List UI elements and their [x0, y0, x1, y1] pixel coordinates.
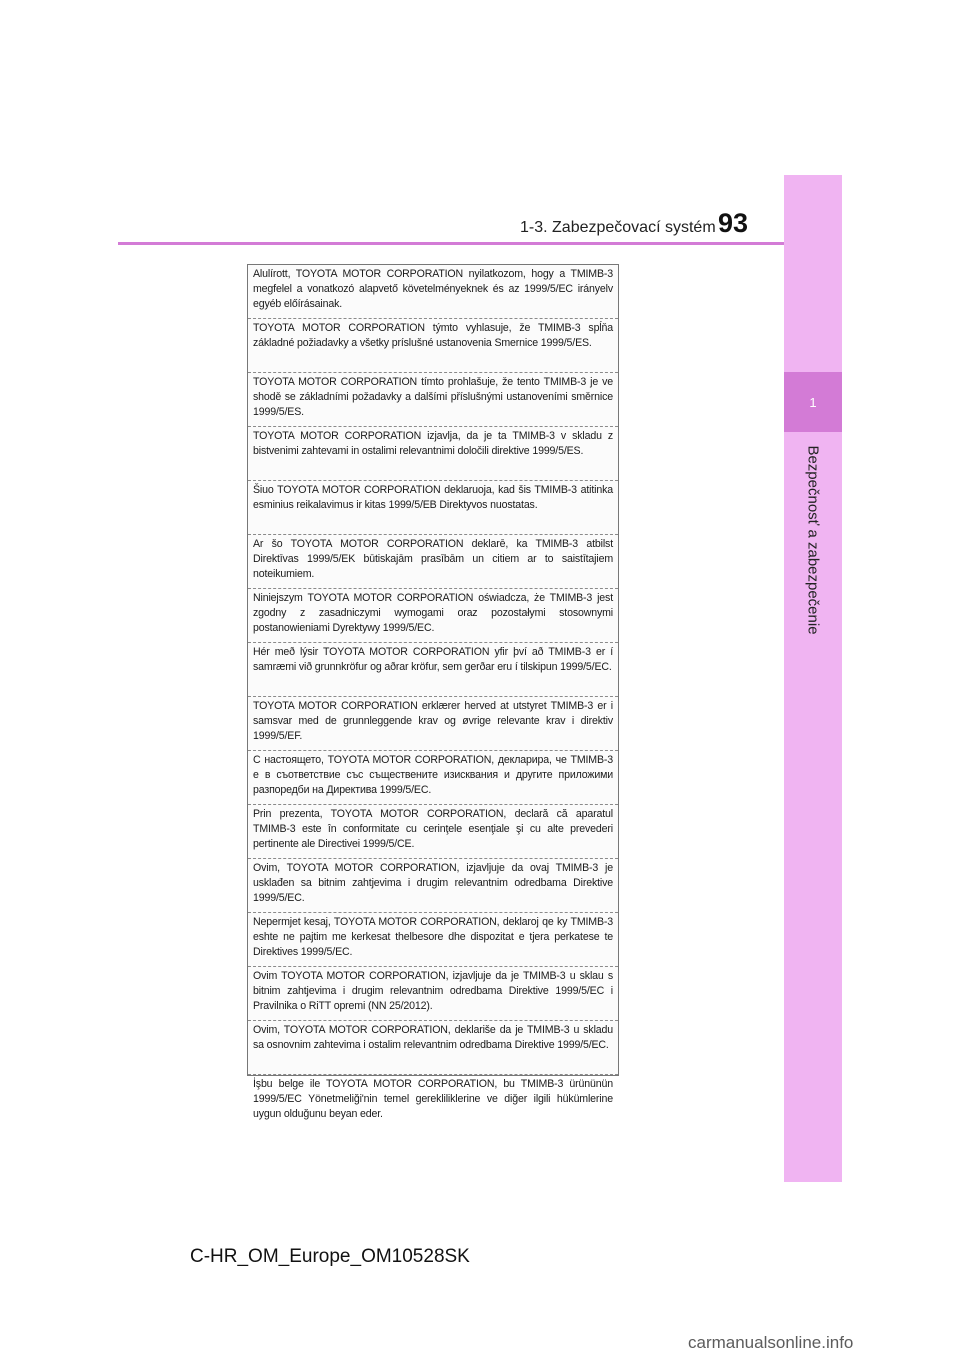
declaration-slovenian: TOYOTA MOTOR CORPORATION izjavlja, da je ta TMIMB-3 v skladu z bistvenimi zahtevami in ostalimi relevantnimi določili direktive 1999/5/ES. [248, 427, 618, 481]
header-divider [118, 242, 784, 245]
declaration-albanian: Nepermjet kesaj, TOYOTA MOTOR CORPORATION, deklaroj qe ky TMIMB-3 eshte ne pajtim me kerkesat thelbesore dhe dispozitat e tjera perkatese te Direktives 1999/5/EC. [248, 913, 618, 967]
document-code: C-HR_OM_Europe_OM10528SK [190, 1246, 470, 1267]
page-number: 93 [718, 208, 749, 238]
declaration-lithuanian: Šiuo TOYOTA MOTOR CORPORATION deklaruoja, kad šis TMIMB-3 atitinka esminius reikalavimus ir kitas 1999/5/EB Direktyvos nuostatas. [248, 481, 618, 535]
watermark-text: carmanualsonline.info [688, 1333, 854, 1352]
declaration-polish: Niniejszym TOYOTA MOTOR CORPORATION oświadcza, że TMIMB-3 jest zgodny z zasadniczymi wymogami oraz pozostałymi stosownymi postanowieniami Dyrektywy 1999/5/EC. [248, 589, 618, 643]
declaration-serbian: Ovim, TOYOTA MOTOR CORPORATION, deklariše da je TMIMB-3 u skladu sa osnovnim zahtevima i ostalim relevantnim odredbama Direktive 1999/5/EC. [248, 1021, 618, 1075]
declaration-bosnian: Ovim, TOYOTA MOTOR CORPORATION, izjavljuje da ovaj TMIMB-3 je usklađen sa bitnim zahtjevima i drugim relevantnim odredbama Direktive 1999/5/EC. [248, 859, 618, 913]
declaration-bulgarian: С настоящето, TOYOTA MOTOR CORPORATION, декларира, че TMIMB-3 е в съответствие със съществените изисквания и другите приложими разпоредби на Директива 1999/5/ЕС. [248, 751, 618, 805]
declaration-romanian: Prin prezenta, TOYOTA MOTOR CORPORATION, declară că aparatul TMIMB-3 este în conformitate cu cerinţele esenţiale şi cu alte prevederi pertinente ale Directivei 1999/5/CE. [248, 805, 618, 859]
section-title: 1-3. Zabezpečovací systém [520, 219, 716, 236]
chapter-side-tab [784, 175, 842, 1182]
declaration-icelandic: Hér með lýsir TOYOTA MOTOR CORPORATION yfir því að TMIMB-3 er í samræmi við grunnkröfur og aðrar kröfur, sem gerðar eru í tilskipun 1999/5/EC. [248, 643, 618, 697]
declaration-box [247, 264, 619, 1120]
declaration-latvian: Ar šo TOYOTA MOTOR CORPORATION deklarē, ka TMIMB-3 atbilst Direktīvas 1999/5/EK būtiskajām prasībām un citiem ar to saistītajiem noteikumiem. [248, 535, 618, 589]
declaration-norwegian: TOYOTA MOTOR CORPORATION erklærer herved at utstyret TMIMB-3 er i samsvar med de grunnleggende krav og øvrige relevante krav i direktiv 1999/5/EF. [248, 697, 618, 751]
declaration-slovak: TOYOTA MOTOR CORPORATION týmto vyhlasuje, že TMIMB-3 spĺňa základné požiadavky a všetky príslušné ustanovenia Smernice 1999/5/ES. [248, 319, 618, 373]
declaration-turkish: İşbu belge ile TOYOTA MOTOR CORPORATION, bu TMIMB-3 ürününün 1999/5/EC Yönetmeliği'nin temel gerekliliklerine ve diğer ilgili hükümlerine uygun olduğunu beyan eder. [253, 1078, 613, 1120]
declaration-hungarian: Alulírott, TOYOTA MOTOR CORPORATION nyilatkozom, hogy a TMIMB-3 megfelel a vonatkozó alapvető követelményeknek és az 1999/5/EC irányelv egyéb előírásainak. [248, 265, 618, 319]
declaration-czech: TOYOTA MOTOR CORPORATION tímto prohlašuje, že tento TMIMB-3 je ve shodě se základními požadavky a dalšími příslušnými ustanoveními směrnice 1999/5/ES. [248, 373, 618, 427]
chapter-number: 1 [809, 394, 817, 410]
chapter-title: Bezpečnosť a zabezpečenie [804, 445, 822, 635]
declaration-croatian: Ovim TOYOTA MOTOR CORPORATION, izjavljuje da je TMIMB-3 u sklau s bitnim zahtjevima i drugim relevantnim odredbama Direktive 1999/5/EC i Pravilnika o RiTT opremi (NN 25/2012). [248, 967, 618, 1021]
chapter-number-badge [784, 372, 842, 432]
